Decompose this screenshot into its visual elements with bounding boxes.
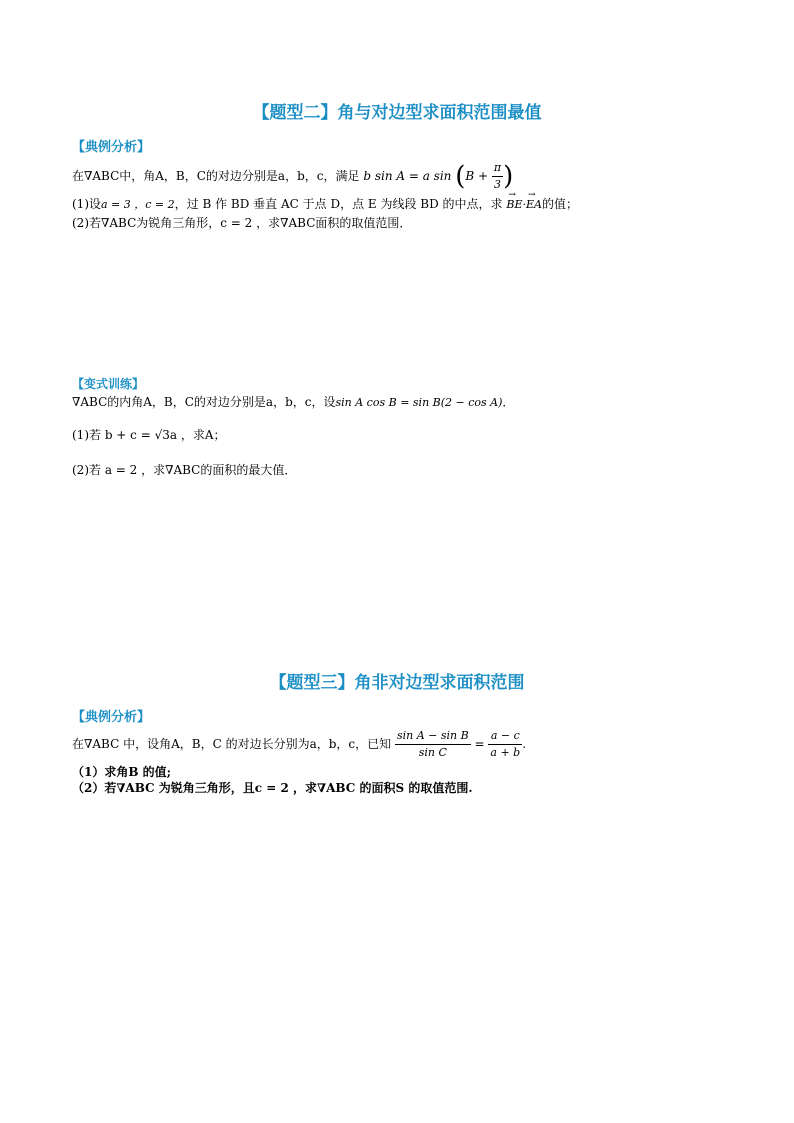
practice-intro-text: ∇ABC的内角A，B，C的对边分别是a，b，c，设 [72,395,336,409]
condition-B: B + [465,169,489,183]
q1-given: a = 3 ，c = 2 [101,198,175,211]
q1-part1: (1)设 [72,197,101,211]
dot-operator: · [522,198,526,211]
fraction-sides-numerator: a − c [488,728,522,745]
section2-practice-tag: 【变式训练】 [72,377,145,391]
section3-problem [72,728,526,761]
period: . [522,737,527,751]
fraction-sin-numerator: sin A − sin B [395,728,471,745]
section2-question2: (2)若∇ABC为锐角三角形，c = 2 ，求∇ABC面积的取值范围． [72,216,412,230]
section3-title: 【题型三】角非对边型求面积范围 [269,673,525,693]
section3-intro: 在∇ABC 中，设角A，B，C 的对边长分别为a，b，c，已知 [72,737,392,751]
equals-sign: = [474,737,485,751]
fraction-sides [488,728,522,761]
section3-question1: （1）求角B 的值; [72,765,172,779]
problem-condition: b sin A = a sin [363,169,452,183]
pi-over-3-fraction [492,160,503,193]
practice-intro [72,394,514,411]
q1-part2: ，过 B 作 BD 垂直 AC 于点 D，点 E 为线段 BD 的中点，求 [174,197,503,211]
pi-numerator: π [492,160,503,177]
three-denominator: 3 [494,178,502,191]
fraction-sides-denominator: a + b [490,746,521,759]
section2-question1 [72,196,578,213]
right-paren: ) [503,161,514,192]
problem-prefix: 在∇ABC中，角A，B，C的对边分别是a，b，c，满足 [72,169,360,183]
section2-title: 【题型二】角与对边型求面积范围最值 [252,103,542,123]
left-paren: ( [455,161,466,192]
section2-example-tag: 【典例分析】 [72,140,151,155]
practice-question2: (2)若 a = 2 ，求∇ABC的面积的最大值． [72,463,297,477]
practice-question1: (1)若 b + c = √3a ，求A； [72,428,226,442]
section3-question2: （2）若∇ABC 为锐角三角形，且c = 2 ，求∇ABC 的面积S 的取值范围. [72,781,473,795]
fraction-sin [395,728,471,761]
vector-BE: → BE [506,197,522,213]
practice-end: ． [502,395,515,409]
q1-part3: 的值； [541,197,578,211]
fraction-sin-denominator: sin C [418,746,447,759]
section2-problem [72,160,513,193]
section3-example-tag: 【典例分析】 [72,710,151,725]
vector-EA: → EA [526,197,542,213]
practice-condition: sin A cos B = sin B(2 − cos A) [335,396,503,409]
